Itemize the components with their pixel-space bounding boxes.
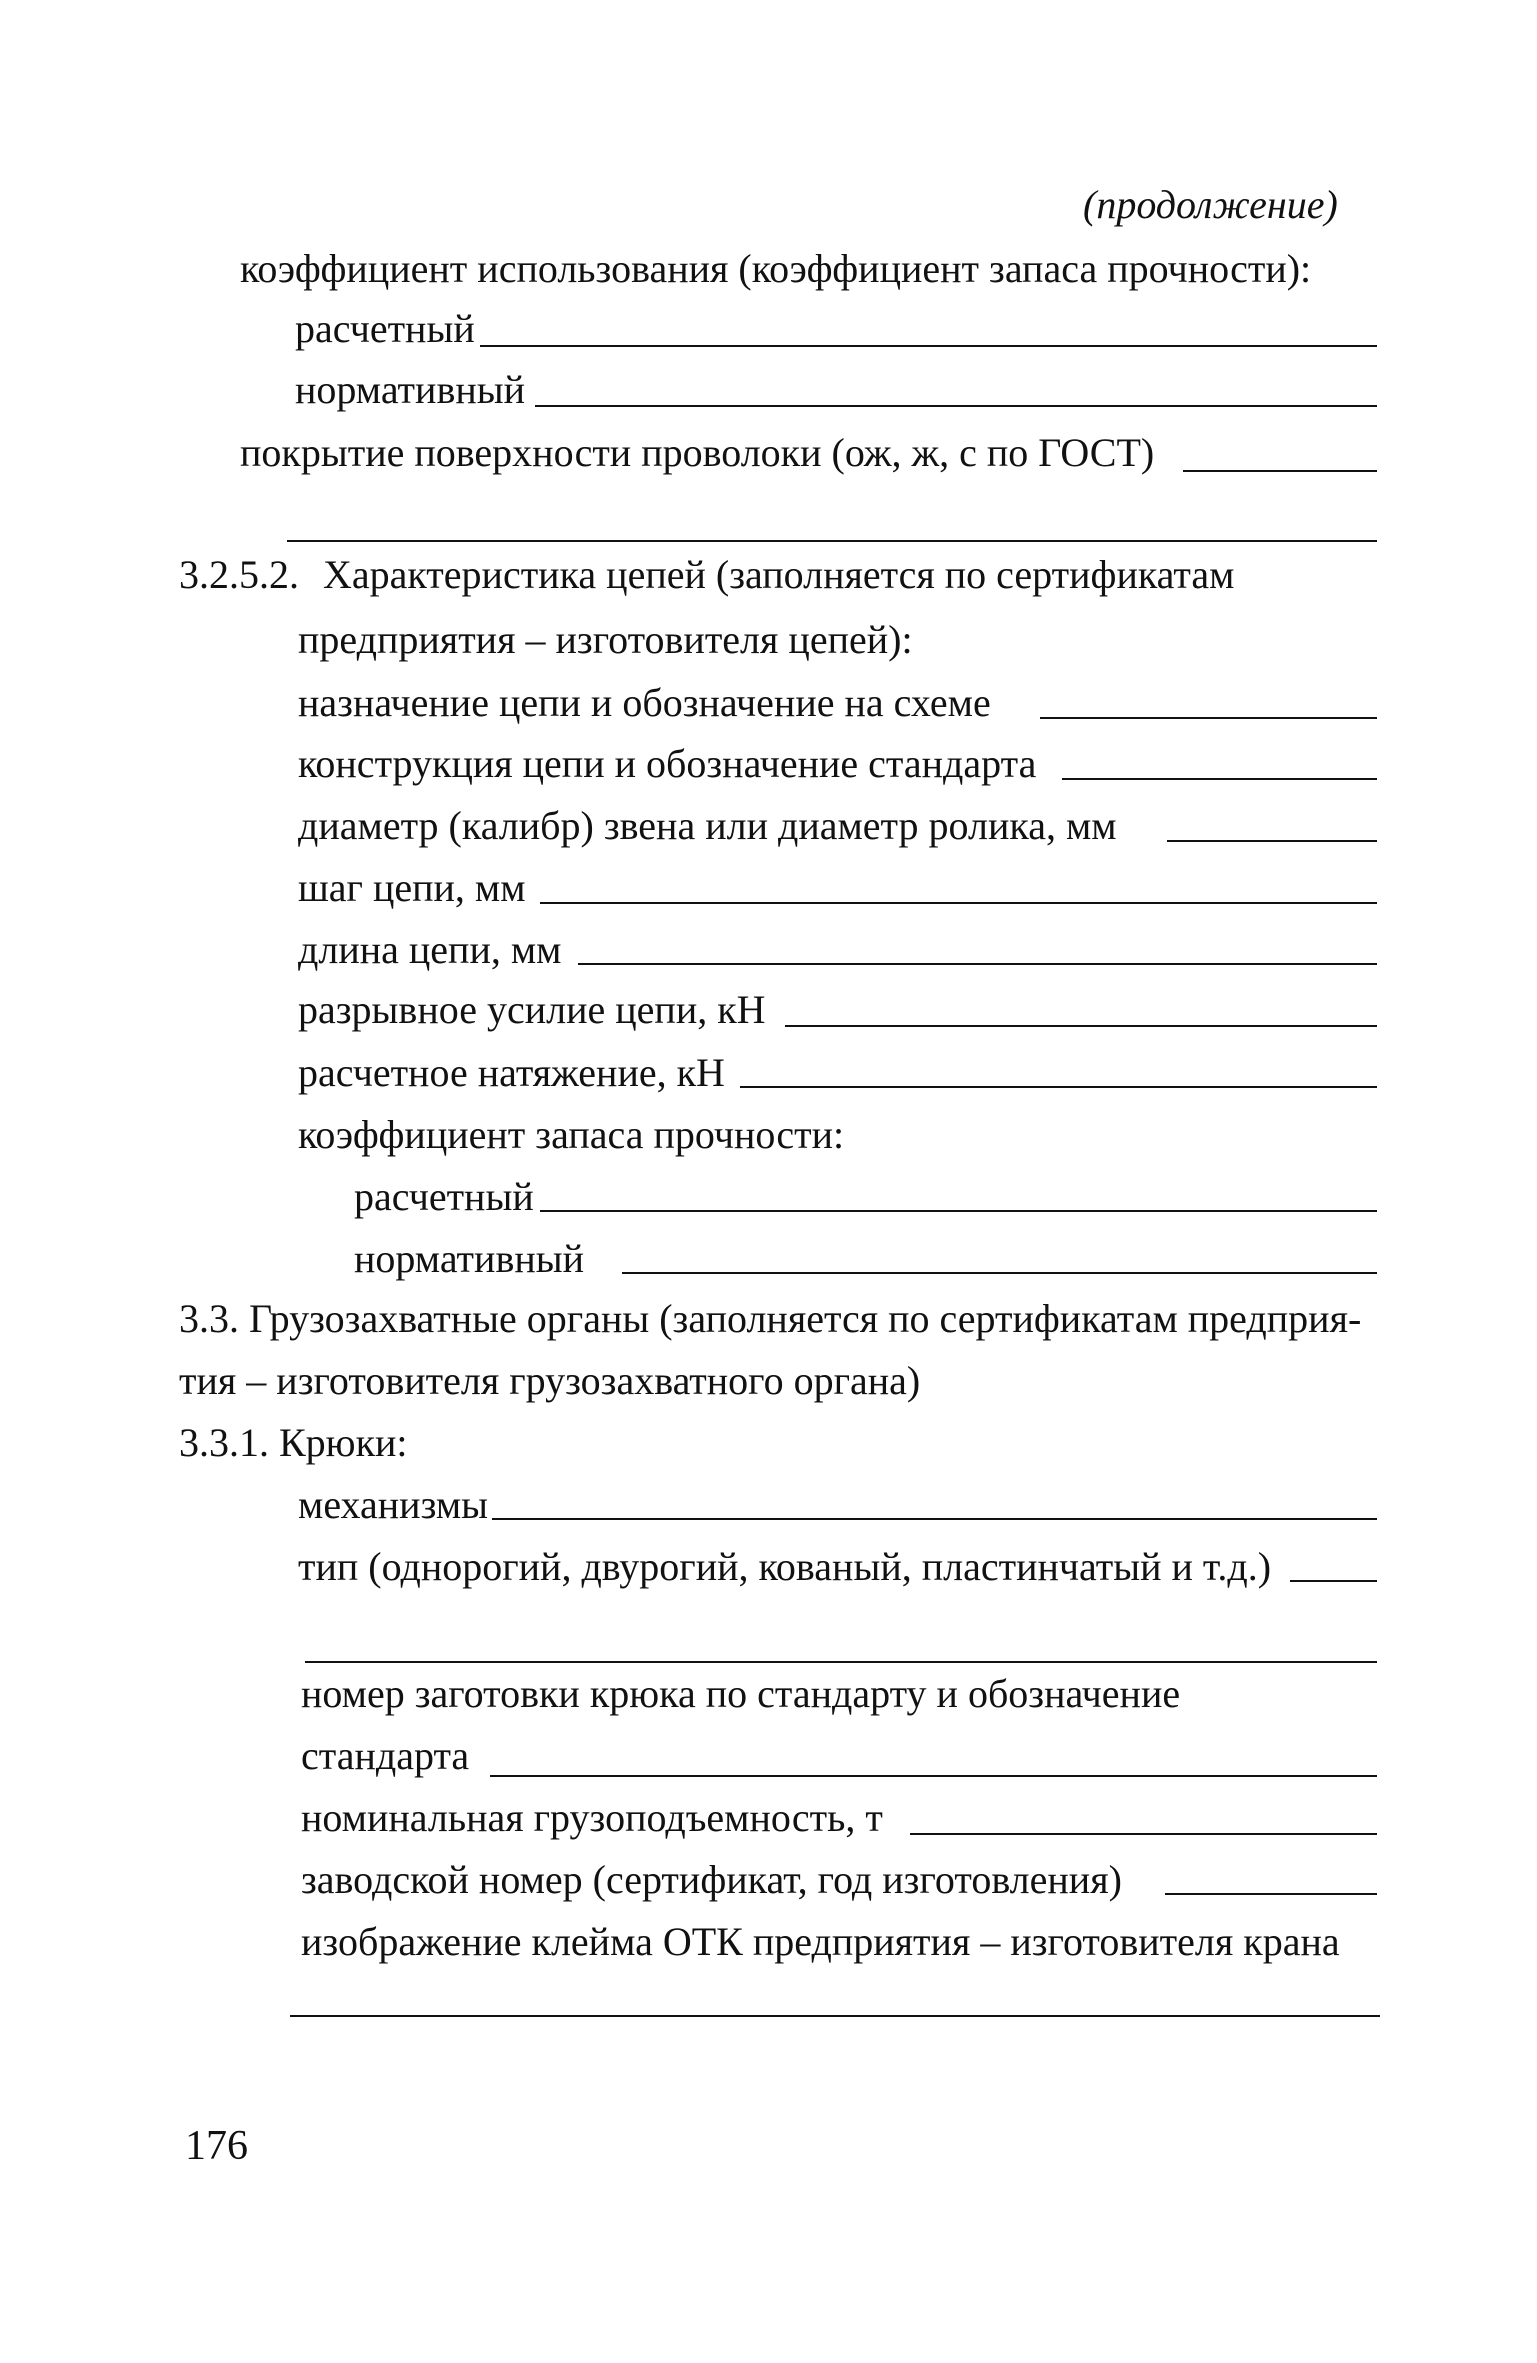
calc-label-1: расчетный	[295, 306, 475, 351]
wire-coating-label: покрытие поверхности проволоки (ож, ж, с по ГОСТ)	[240, 430, 1155, 475]
chain-diameter-field[interactable]	[1167, 840, 1377, 842]
hook-stamp-field[interactable]	[290, 2015, 1380, 2017]
norm-label-1: нормативный	[295, 367, 526, 412]
calc-field-2[interactable]	[540, 1210, 1377, 1212]
section-3-2-5-2-number: 3.2.5.2.	[179, 552, 299, 597]
chain-pitch-field[interactable]	[540, 902, 1377, 904]
hook-mechanisms-label: механизмы	[298, 1482, 488, 1527]
norm-field-1[interactable]	[535, 405, 1377, 407]
coef-usage-heading: коэффициент использования (коэффициент запаса прочности):	[240, 246, 1312, 291]
section-3-2-5-2-title-continued: предприятия – изготовителя цепей):	[298, 617, 913, 662]
chain-purpose-label: назначение цепи и обозначение на схеме	[298, 680, 991, 725]
hook-blank-label-1: номер заготовки крюка по стандарту и обозначение	[301, 1671, 1181, 1716]
hook-capacity-label: номинальная грузоподъемность, т	[301, 1795, 883, 1840]
hook-serial-label: заводской номер (сертификат, год изготовления)	[301, 1857, 1122, 1902]
chain-purpose-field[interactable]	[1040, 717, 1377, 719]
chain-design-field[interactable]	[1062, 778, 1377, 780]
norm-field-2[interactable]	[622, 1272, 1377, 1274]
continuation-label: (продолжение)	[1083, 182, 1338, 227]
chain-design-label: конструкция цепи и обозначение стандарта	[298, 741, 1037, 786]
hook-capacity-field[interactable]	[910, 1833, 1377, 1835]
hook-stamp-label: изображение клейма ОТК предприятия – изготовителя крана	[301, 1919, 1340, 1964]
section-3-2-5-2-title: Характеристика цепей (заполняется по сертификатам	[323, 552, 1235, 597]
chain-break-label: разрывное усилие цепи, кН	[298, 987, 766, 1032]
hook-type-field-continued[interactable]	[305, 1661, 1377, 1663]
wire-coating-field[interactable]	[1183, 470, 1377, 472]
chain-pitch-label: шаг цепи, мм	[298, 865, 526, 910]
chain-length-label: длина цепи, мм	[298, 927, 562, 972]
hook-serial-field[interactable]	[1165, 1893, 1377, 1895]
hook-blank-field[interactable]	[490, 1775, 1377, 1777]
chain-length-field[interactable]	[578, 963, 1377, 965]
chain-tension-field[interactable]	[740, 1086, 1377, 1088]
section-3-3-line-1: 3.3. Грузозахватные органы (заполняется по сертификатам предприя-	[179, 1296, 1362, 1341]
hook-blank-label-2: стандарта	[301, 1733, 470, 1778]
chain-break-field[interactable]	[785, 1025, 1377, 1027]
calc-label-2: расчетный	[354, 1174, 534, 1219]
chain-diameter-label: диаметр (калибр) звена или диаметр ролика, мм	[298, 803, 1117, 848]
norm-label-2: нормативный	[354, 1236, 585, 1281]
hook-type-label: тип (однорогий, двурогий, кованый, пластинчатый и т.д.)	[298, 1544, 1272, 1589]
wire-coating-field-continued[interactable]	[287, 540, 1377, 542]
hook-type-field[interactable]	[1290, 1580, 1377, 1582]
chain-tension-label: расчетное натяжение, кН	[298, 1050, 725, 1095]
page-number: 176	[185, 2123, 248, 2169]
calc-field-1[interactable]	[480, 345, 1377, 347]
section-3-3-1-heading: 3.3.1. Крюки:	[179, 1420, 408, 1465]
section-3-3-line-2: тия – изготовителя грузозахватного органа)	[179, 1358, 921, 1403]
hook-mechanisms-field[interactable]	[492, 1518, 1377, 1520]
chain-safety-heading: коэффициент запаса прочности:	[298, 1112, 845, 1157]
